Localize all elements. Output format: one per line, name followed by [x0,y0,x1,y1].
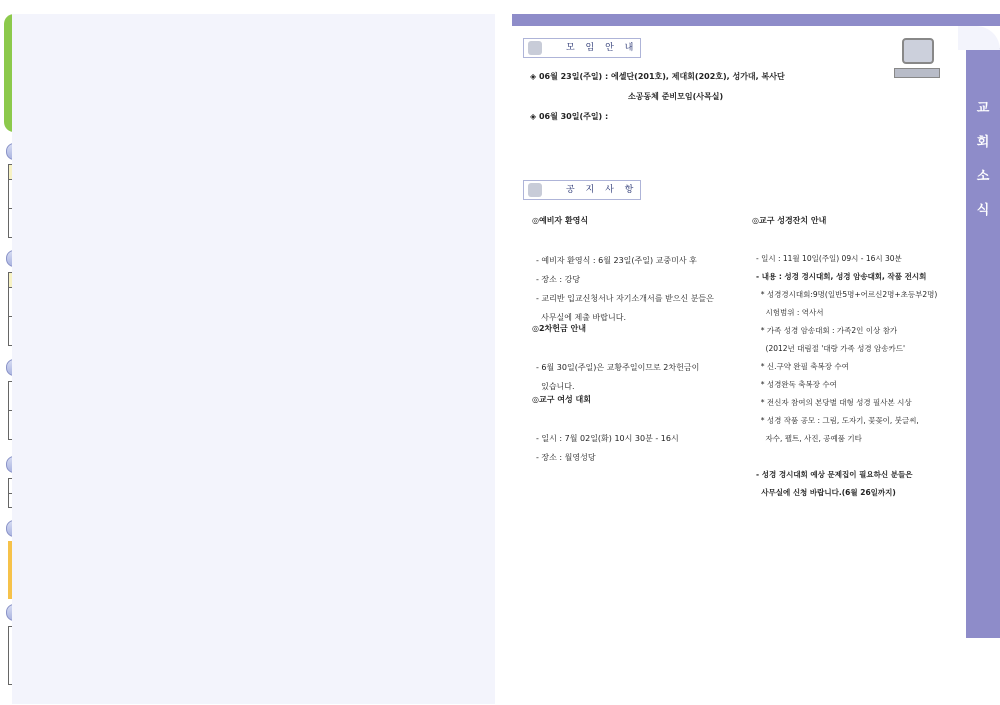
right-panel [12,14,495,704]
notice-heading: ◎교구 성경잔치 안내 [752,216,827,225]
notice-body: - 일시 : 7월 02일(화) 10시 30분 - 16시 - 장소 : 월영성당 [536,434,679,462]
meeting-title: 모 임 안 내 [523,38,641,58]
notice-body: - 예비자 환영식 : 6월 23일(주일) 교중미사 후 - 장소 : 강당 - 교리반 입교신청서나 자기소개서를 받으신 분들은 사무실에 제출 바랍니다. [536,256,714,322]
computer-mail-icon [888,34,948,84]
notice-heading: ◎교구 여성 대회 [532,395,591,404]
notice-body: - 6월 30일(주일)은 교황주일이므로 2차헌금이 있습니다. [536,363,700,391]
notice-title: 공 지 사 항 [523,180,641,200]
speaker-icon [528,183,542,197]
notice-heading: ◎2차헌금 안내 [532,324,586,333]
speaker-icon [528,41,542,55]
right-top-bar [512,14,1000,26]
meeting-line: ◈ 06월 23일(주일) : 에셀단(201호), 제대회(202호), 성가대, 복사단 [530,72,785,81]
notice-heading: ◎예비자 환영식 [532,216,589,225]
side-title: 교 회 소 식 [976,101,990,218]
bar-curve [958,26,1000,50]
meeting-line: 소공동체 준비모임(사목실) [628,92,724,101]
meeting-line: ◈ 06월 30일(주일) : [530,112,609,121]
notice-body: - 일시 : 11월 10일(주일) 09시 - 16시 30분 - 내용 : 성경 경시대회, 성경 암송대회, 작품 전시회 * 성경경시대회:9명(일반5명+어르신2명+초등부2명) 시험범위 : 역사서 * 가족 성경 암송대회 : 가족2인 이상 참가 (2012년 대림절 '대랑 가족 성경 암송카드' * 신.구약 완필 축복장 수여 * 성경완독 축복장 수여 * 전신자 참여의 본당별 대형 성경 필사본 시상 * 성경 작품 공모 : 그림, 도자기, 꽃꽂이, 붓글씨, 자수, 펠트, 사진, 공예품 기타 - 성경 경시대회 예상 문제집이 필요하신 분들은 사무실에 신청 바랍니다.(6월 26일까지) [756,254,938,497]
